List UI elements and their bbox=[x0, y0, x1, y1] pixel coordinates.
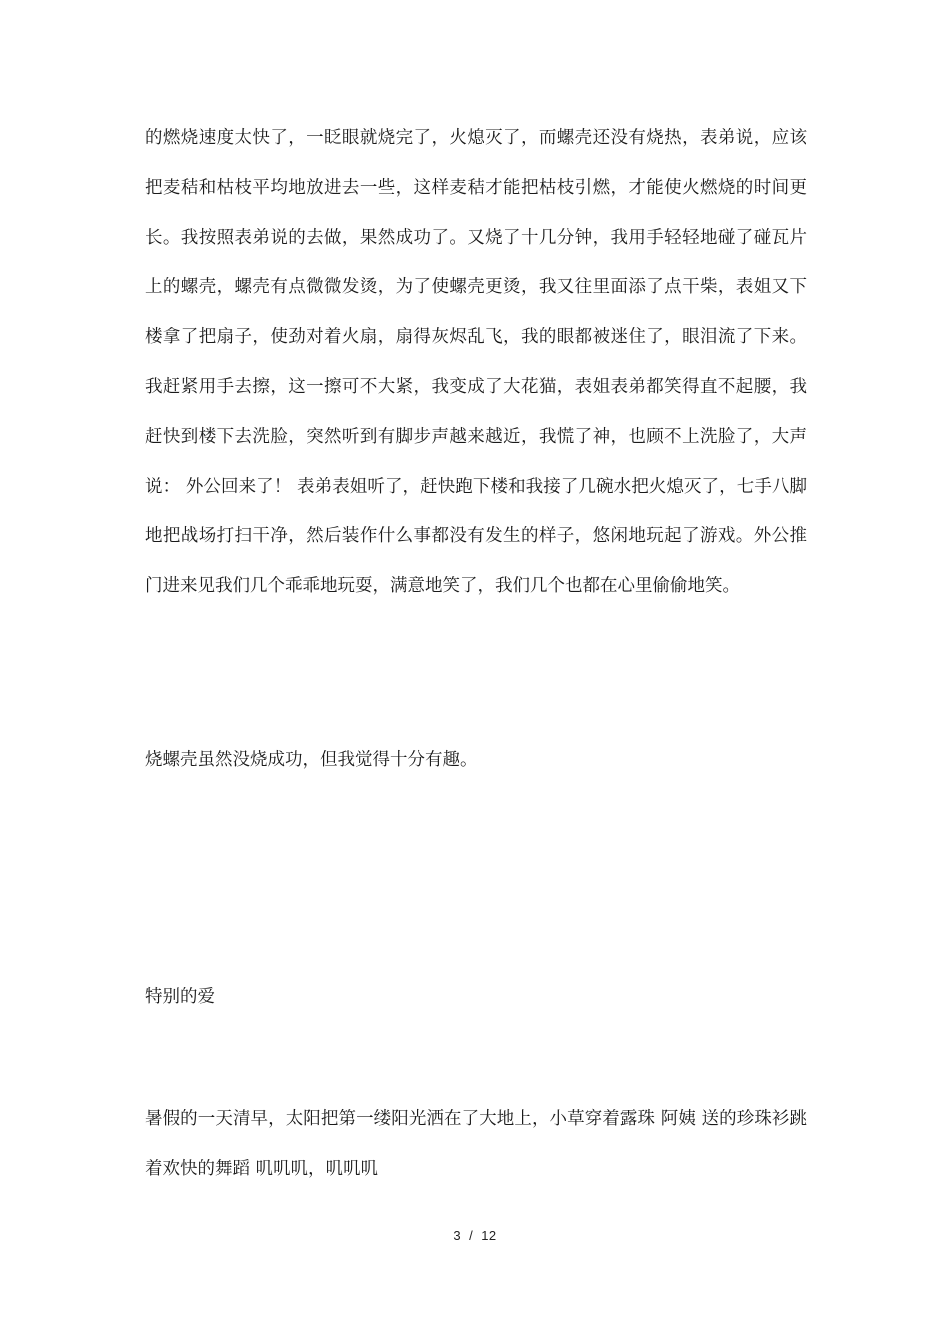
body-paragraph: 暑假的一天清早，太阳把第一缕阳光洒在了大地上，小草穿着露珠 阿姨 送的珍珠衫跳着欢快的舞蹈 叽叽叽，叽叽叽 bbox=[145, 1109, 807, 1179]
page-separator: / bbox=[469, 1228, 474, 1243]
page-number-footer bbox=[0, 1228, 950, 1243]
body-paragraph: 的燃烧速度太快了，一眨眼就烧完了，火熄灭了，而螺壳还没有烧热，表弟说，应该把麦秸和枯枝平均地放进去一些，这样麦秸才能把枯枝引燃，才能使火燃烧的时间更长。我按照表弟说的去做，果然成功了。又烧了十几分钟，我用手轻轻地碰了碰瓦片上的螺壳，螺壳有点微微发烫，为了使螺壳更烫，我又往里面添了点干柴，表姐又下楼拿了把扇子，使劲对着火扇，扇得灰烬乱飞，我的眼都被迷住了，眼泪流了下来。我赶紧用手去擦，这一擦可不大紧，我变成了大花猫，表姐表弟都笑得直不起腰，我赶快到楼下去洗脸，突然听到有脚步声越来越近，我慌了神，也顾不上洗脸了，大声说： 外公回来了！ 表弟表姐听了，赶快跑下楼和我接了几碗水把火熄灭了，七手八脚地把战场打扫干净，然后装作什么事都没有发生的样子，悠闲地玩起了游戏。外公推门进来见我们几个乖乖地玩耍，满意地笑了，我们几个也都在心里偷偷地笑。 bbox=[145, 128, 807, 597]
total-pages-number: 12 bbox=[481, 1228, 497, 1243]
body-paragraph: 烧螺壳虽然没烧成功，但我觉得十分有趣。 bbox=[145, 750, 478, 770]
section-heading: 特别的爱 bbox=[145, 987, 215, 1007]
current-page-number: 3 bbox=[453, 1228, 462, 1243]
